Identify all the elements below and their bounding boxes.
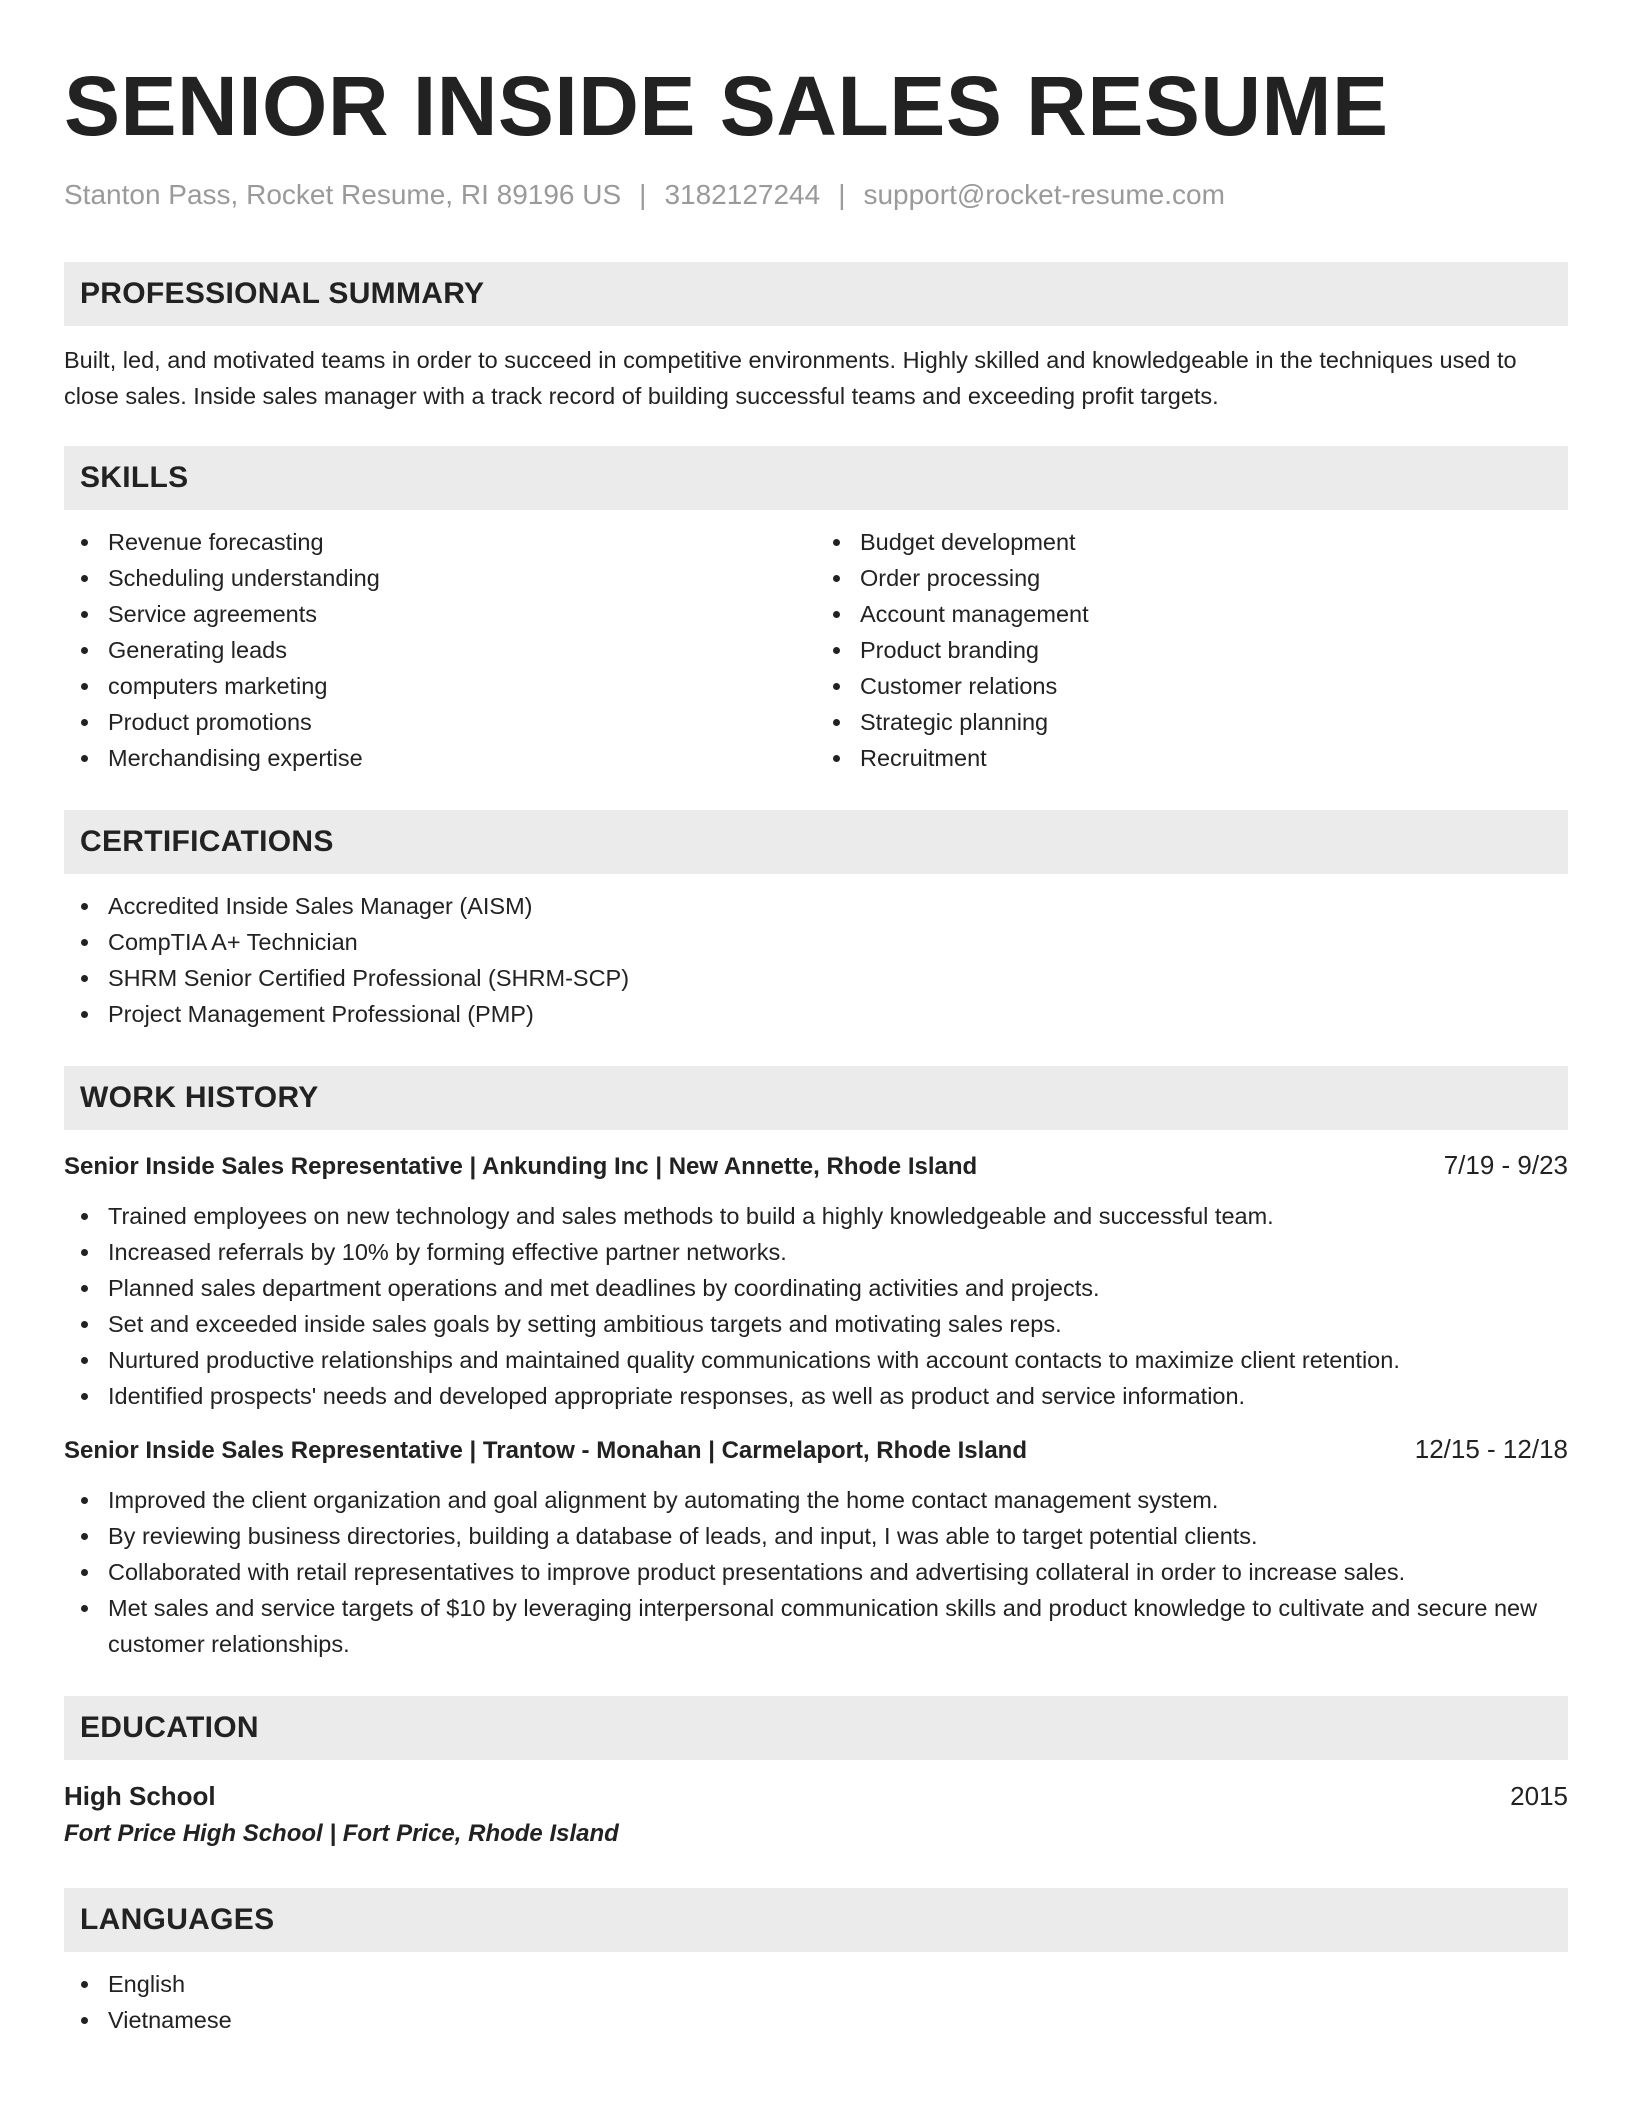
education-school: Fort Price High School | Fort Price, Rhode Island [64,1820,619,1847]
job-dates: 12/15 - 12/18 [1414,1434,1568,1464]
resume-title: SENIOR INSIDE SALES RESUME [64,59,1389,153]
education-degree: High School [64,1781,216,1811]
job-bullet: Identified prospects' needs and developed appropriate responses, as well as product and service information. [64,1378,1568,1414]
contact-phone: 3182127244 [664,179,821,210]
skills-heading: SKILLS [64,446,1568,510]
skill-item: Budget development [816,524,1568,560]
job-bullet: Increased referrals by 10% by forming effective partner networks. [64,1234,1568,1270]
education-section [64,1696,1568,1854]
work-history-heading: WORK HISTORY [64,1066,1568,1130]
job-entry [64,1432,1568,1662]
languages-section [64,1888,1568,2038]
language-item: Vietnamese [64,2002,1568,2038]
job-bullet: By reviewing business directories, building a database of leads, and input, I was able to target potential clients. [64,1518,1568,1554]
certifications-heading: CERTIFICATIONS [64,810,1568,874]
skill-item: Recruitment [816,740,1568,776]
language-item: English [64,1966,1568,2002]
skill-item: Customer relations [816,668,1568,704]
summary-section [64,262,1568,414]
job-header [64,1432,1568,1468]
skills-section [64,446,1568,776]
contact-email: support@rocket-resume.com [863,179,1225,210]
skill-item: Account management [816,596,1568,632]
certification-item: Accredited Inside Sales Manager (AISM) [64,888,1568,924]
job-bullet: Trained employees on new technology and sales methods to build a highly knowledgeable and successful team. [64,1198,1568,1234]
skill-item: Scheduling understanding [64,560,816,596]
contact-address: Stanton Pass, Rocket Resume, RI 89196 US [64,179,622,210]
skills-left-list [64,524,816,776]
skill-item: Order processing [816,560,1568,596]
education-year: 2015 [1510,1781,1568,1811]
languages-list [64,1966,1568,2038]
contact-separator: | [838,179,846,210]
job-bullet: Nurtured productive relationships and maintained quality communications with account contacts to maximize client retention. [64,1342,1568,1378]
contact-separator: | [639,179,647,210]
certification-item: SHRM Senior Certified Professional (SHRM-SCP) [64,960,1568,996]
job-bullet: Set and exceeded inside sales goals by setting ambitious targets and motivating sales reps. [64,1306,1568,1342]
work-history-section [64,1066,1568,1662]
job-title: Senior Inside Sales Representative | Ankunding Inc | New Annette, Rhode Island [64,1153,978,1180]
skill-item: computers marketing [64,668,816,704]
job-bullet: Met sales and service targets of $10 by leveraging interpersonal communication skills and product knowledge to cultivate and secure new customer relationships. [64,1590,1568,1662]
contact-line [64,178,1568,212]
skill-item: Product branding [816,632,1568,668]
job-entry [64,1148,1568,1414]
skill-item: Product promotions [64,704,816,740]
education-heading: EDUCATION [64,1696,1568,1760]
skill-item: Strategic planning [816,704,1568,740]
summary-text: Built, led, and motivated teams in order to succeed in competitive environments. Highly skilled and knowledgeable in the techniques used to close sales. Inside sales manager with a track record of building successful teams and exceeding profit targets. [64,347,1517,409]
skills-right-list [816,524,1568,776]
certifications-section [64,810,1568,1032]
skills-columns [64,510,1568,776]
skill-item: Generating leads [64,632,816,668]
job-bullet: Planned sales department operations and met deadlines by coordinating activities and projects. [64,1270,1568,1306]
job-title: Senior Inside Sales Representative | Trantow - Monahan | Carmelaport, Rhode Island [64,1437,1027,1464]
job-dates: 7/19 - 9/23 [1443,1150,1568,1180]
skill-item: Merchandising expertise [64,740,816,776]
certification-item: Project Management Professional (PMP) [64,996,1568,1032]
job-bullets [64,1198,1568,1414]
job-header [64,1148,1568,1184]
skill-item: Service agreements [64,596,816,632]
skill-item: Revenue forecasting [64,524,816,560]
languages-heading: LANGUAGES [64,1888,1568,1952]
job-bullet: Collaborated with retail representatives to improve product presentations and advertising collateral in order to increase sales. [64,1554,1568,1590]
job-bullets [64,1482,1568,1662]
education-header [64,1778,1568,1814]
certification-item: CompTIA A+ Technician [64,924,1568,960]
summary-heading: PROFESSIONAL SUMMARY [64,262,1568,326]
certifications-list [64,888,1568,1032]
job-bullet: Improved the client organization and goal alignment by automating the home contact management system. [64,1482,1568,1518]
